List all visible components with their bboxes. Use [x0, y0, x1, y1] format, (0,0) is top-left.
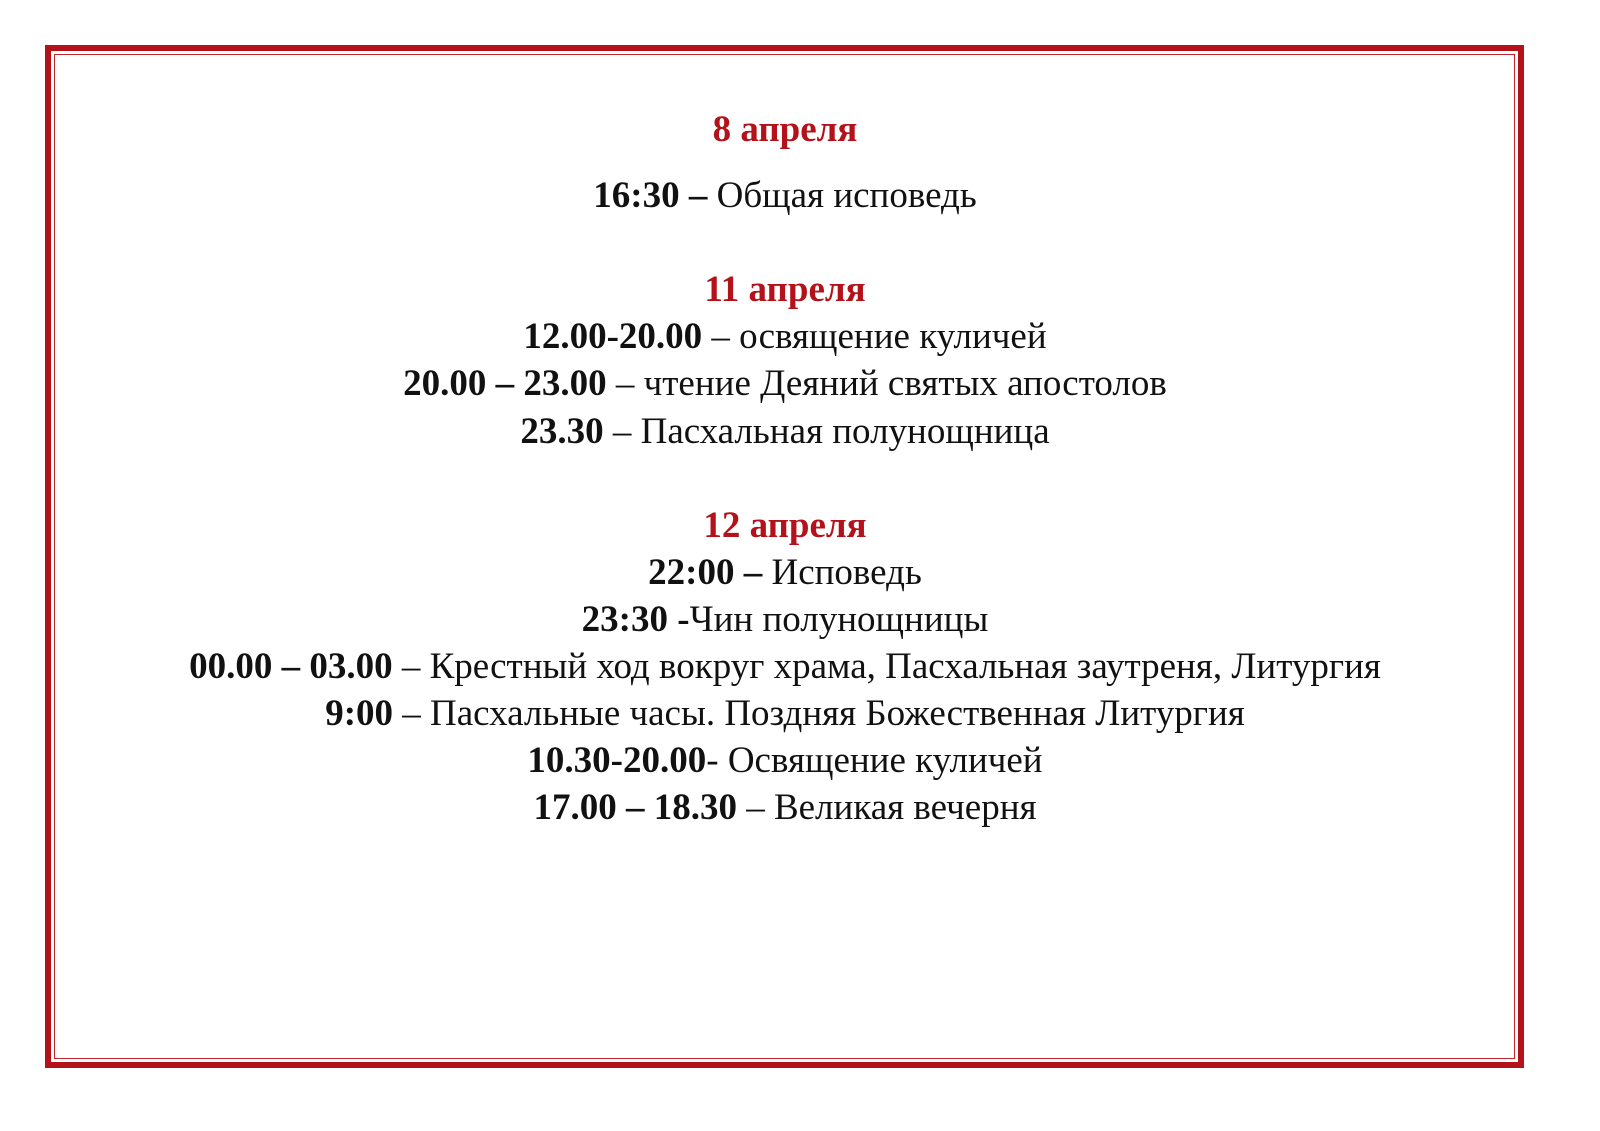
item-text: Чин полунощницы: [689, 599, 989, 640]
item-time: 22:00 –: [648, 552, 763, 593]
item-text: - Освящение куличей: [706, 740, 1043, 781]
item-text: Общая исповедь: [707, 175, 977, 216]
item-time: 20.00 – 23.00: [403, 363, 607, 404]
schedule-item: [60, 645, 1510, 689]
item-text: Исповедь: [762, 552, 922, 593]
schedule-item: [60, 739, 1510, 783]
schedule-item: [60, 786, 1510, 830]
schedule-item: [60, 315, 1510, 359]
item-time: 17.00 – 18.30: [533, 787, 737, 828]
item-text: – Пасхальные часы. Поздняя Божественная Литургия: [393, 693, 1245, 734]
schedule-item: [60, 362, 1510, 406]
item-time: 9:00: [325, 693, 394, 734]
item-time: 12.00-20.00: [523, 316, 703, 357]
item-time: 00.00 – 03.00: [189, 646, 393, 687]
section-date-apr-11: 11 апреля: [704, 269, 866, 310]
schedule-item: [60, 598, 1510, 642]
schedule-item: [60, 551, 1510, 595]
section-date-apr-12: 12 апреля: [703, 505, 867, 546]
item-time: 10.30-20.00: [527, 740, 707, 781]
schedule-item: [60, 174, 1510, 218]
item-text: – Великая вечерня: [736, 787, 1037, 828]
section-date-apr-8: 8 апреля: [712, 109, 858, 150]
item-time: 16:30 –: [593, 175, 708, 216]
item-text: – освящение куличей: [702, 316, 1047, 357]
schedule-item: [60, 692, 1510, 736]
item-time: 23:30 -: [581, 599, 690, 640]
item-text: – чтение Деяний святых апостолов: [606, 363, 1167, 404]
schedule-item: [60, 410, 1510, 454]
item-time: 23.30: [520, 411, 604, 452]
item-text: – Крестный ход вокруг храма, Пасхальная заутреня, Литургия: [392, 646, 1381, 687]
item-text: – Пасхальная полунощница: [603, 411, 1050, 452]
